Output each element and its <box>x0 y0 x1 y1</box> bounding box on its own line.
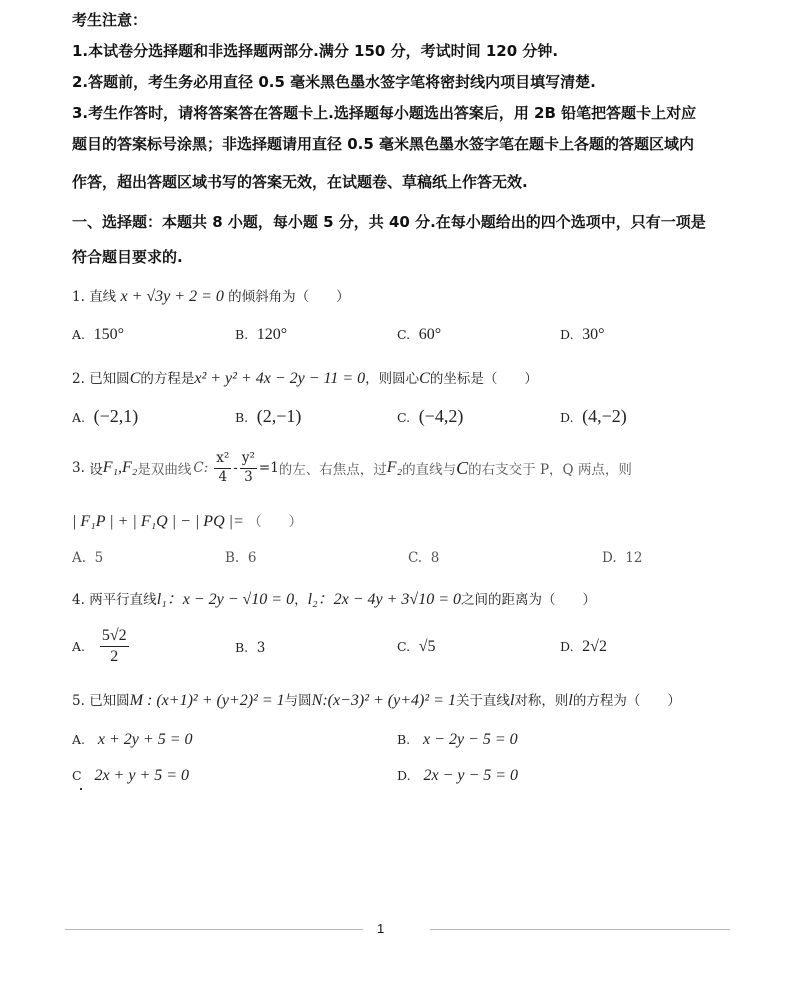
q2-option-b: B. (2,−1) <box>235 406 302 426</box>
notice-line-3b: 题目的答案标号涂黑；非选择题请用直径 0.5 毫米黑色墨水签字笔在题卡上各题的答题区域内 <box>72 135 695 153</box>
question-number: 2. <box>72 371 85 387</box>
q2-option-c: C. (−4,2) <box>397 406 464 426</box>
footer-rule-right <box>430 929 730 930</box>
question-2: 2. 已知圆C的方程是x² + y² + 4x − 2y − 11 = 0，则圆心C的坐标是（ ） <box>72 370 538 387</box>
fraction: $\frac{5√2}{2}$ <box>101 627 127 665</box>
question-3: 3. 设 F₁,F₂ 是双曲线 C: $\frac{\text{x²}}{4}$ - $\frac{\text{y²}}{3}$ =1 的左、右焦点，过 F₂ 的直线与 C 的右支交于 P，Q 两点，则 <box>72 450 632 485</box>
question-5: 5. 已知圆M : (x+1)² + (y+2)² = 1与圆N:(x−3)² + (y+4)² = 1关于直线l对称，则l的方程为（ ） <box>72 692 681 709</box>
notice-title: 考生注意： <box>72 11 148 29</box>
q3-option-a: A. 5 <box>72 550 104 566</box>
q3-option-d: D. 12 <box>602 550 643 566</box>
page-number: 1 <box>377 921 385 936</box>
fraction: $\frac{\text{x²}}{4}$ <box>216 450 230 485</box>
question-math: x² + y² + 4x − 2y − 11 = 0 <box>194 370 366 387</box>
notice-line-3c: 作答，超出答题区域书写的答案无效，在试题卷、草稿纸上作答无效. <box>72 173 528 191</box>
question-text: 直线 <box>89 289 117 305</box>
q3-option-b: B. 6 <box>225 550 257 566</box>
q2-option-a: A. (−2,1) <box>72 406 139 426</box>
notice-line-2: 2.答题前，考生务必用直径 0.5 毫米黑色墨水签字笔将密封线内项目填写清楚. <box>72 73 596 91</box>
q4-option-a: A. $\frac{5√2}{2}$ <box>72 627 127 665</box>
question-text: 已知圆 <box>89 371 130 387</box>
section-heading-a: 一、选择题：本题共 8 小题，每小题 5 分，共 40 分.在每小题给出的四个选项中，只有一项是 <box>72 213 706 231</box>
q5-option-b: B. x − 2y − 5 = 0 <box>397 731 518 748</box>
question-number: 3. <box>72 460 85 476</box>
question-text: 的倾斜角为（ ） <box>228 289 350 305</box>
notice-line-1: 1.本试卷分选择题和非选择题两部分.满分 150 分，考试时间 120 分钟. <box>72 42 559 60</box>
q2-option-d: D. (4,−2) <box>560 406 627 426</box>
q5-option-c: C 2x + y + 5 = 0 <box>72 767 190 784</box>
footer-rule-left <box>65 929 363 930</box>
question-4: 4. 两平行直线l₁：x − 2y − √10 = 0，l₂：2x − 4y + 3√10 = 0之间的距离为（ ） <box>72 591 596 608</box>
q1-option-c: C. 60° <box>397 326 442 343</box>
q4-option-c: C. √5 <box>397 638 436 655</box>
question-number: 1. <box>72 289 85 305</box>
q4-option-b: B. 3 <box>235 640 266 656</box>
q5-option-d: D. 2x − y − 5 = 0 <box>397 767 519 784</box>
q3-option-c: C. 8 <box>408 550 440 566</box>
q1-option-d: D. 30° <box>560 326 605 343</box>
fraction: $\frac{\text{y²}}{3}$ <box>241 450 255 485</box>
section-heading-b: 符合题目要求的. <box>72 248 183 266</box>
question-3-line-2: | F₁P | + | F₁Q | − | PQ |= （ ） <box>72 513 303 530</box>
question-math: x + √3y + 2 = 0 <box>120 288 224 305</box>
question-number: 4. <box>72 592 85 608</box>
q1-option-b: B. 120° <box>235 326 288 343</box>
notice-line-3a: 3.考生作答时，请将答案答在答题卡上.选择题每小题选出答案后，用 2B 铅笔把答题卡上对应 <box>72 104 697 122</box>
q1-option-a: A. 150° <box>72 326 125 343</box>
question-1 <box>72 285 350 306</box>
q5-option-a: A. x + 2y + 5 = 0 <box>72 731 193 748</box>
stray-dot <box>80 788 82 790</box>
question-number: 5. <box>72 693 85 709</box>
q4-option-d: D. 2√2 <box>560 638 607 655</box>
